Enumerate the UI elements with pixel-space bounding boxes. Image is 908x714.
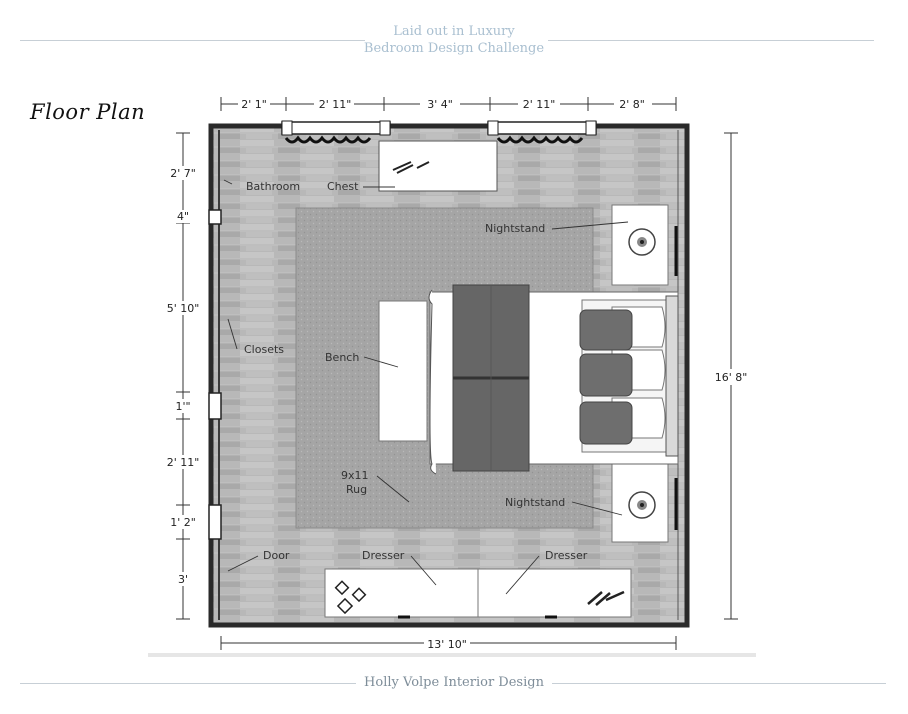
bench xyxy=(379,301,427,441)
header-line-2: Bedroom Design Challenge xyxy=(363,41,545,56)
closet-door-top xyxy=(209,210,221,224)
label-bench: Bench xyxy=(325,351,360,364)
dresser-right xyxy=(478,569,631,617)
dim-right-total: 16' 8" xyxy=(714,371,748,384)
dim-left-6: 1' 2" xyxy=(170,516,196,529)
dim-left-7: 3' xyxy=(177,573,189,586)
label-nightstand-bottom: Nightstand xyxy=(505,496,566,509)
label-nightstand-top: Nightstand xyxy=(485,222,546,235)
chest xyxy=(379,141,497,191)
label-door: Door xyxy=(263,549,290,562)
header-line-1: Laid out in Luxury xyxy=(393,24,515,39)
dim-top-3: 3' 4" xyxy=(427,98,453,111)
door-opening xyxy=(209,505,221,539)
label-rug-line2: Rug xyxy=(346,483,368,496)
nightstand-top xyxy=(612,205,668,285)
dim-bottom-total: 13' 10" xyxy=(427,638,467,651)
dim-top-5: 2' 8" xyxy=(619,98,645,111)
dresser-left xyxy=(325,569,478,617)
dim-left-2: 4" xyxy=(176,210,190,223)
footer-text: Holly Volpe Interior Design xyxy=(356,675,552,690)
label-rug-line1: 9x11 xyxy=(341,469,369,482)
dim-left-4: 1'" xyxy=(175,400,191,413)
dim-left-1: 2' 7" xyxy=(170,167,196,180)
dim-top-2: 2' 11" xyxy=(318,98,352,111)
dim-left-3: 5' 10" xyxy=(166,302,200,315)
label-dresser-left: Dresser xyxy=(362,549,405,562)
dim-top-1: 2' 1" xyxy=(241,98,267,111)
nightstand-bottom xyxy=(612,462,668,542)
label-chest: Chest xyxy=(327,180,359,193)
closet-door-mid xyxy=(209,393,221,419)
bed xyxy=(429,285,678,474)
floor-plan-title: Floor Plan xyxy=(30,100,146,124)
plan-shadow xyxy=(148,653,756,657)
headboard xyxy=(666,296,678,456)
dim-left-5: 2' 11" xyxy=(166,456,200,469)
label-closets: Closets xyxy=(244,343,285,356)
label-dresser-right: Dresser xyxy=(545,549,588,562)
footer-credit xyxy=(0,675,908,690)
dim-top-4: 2' 11" xyxy=(522,98,556,111)
label-bathroom: Bathroom xyxy=(246,180,301,193)
